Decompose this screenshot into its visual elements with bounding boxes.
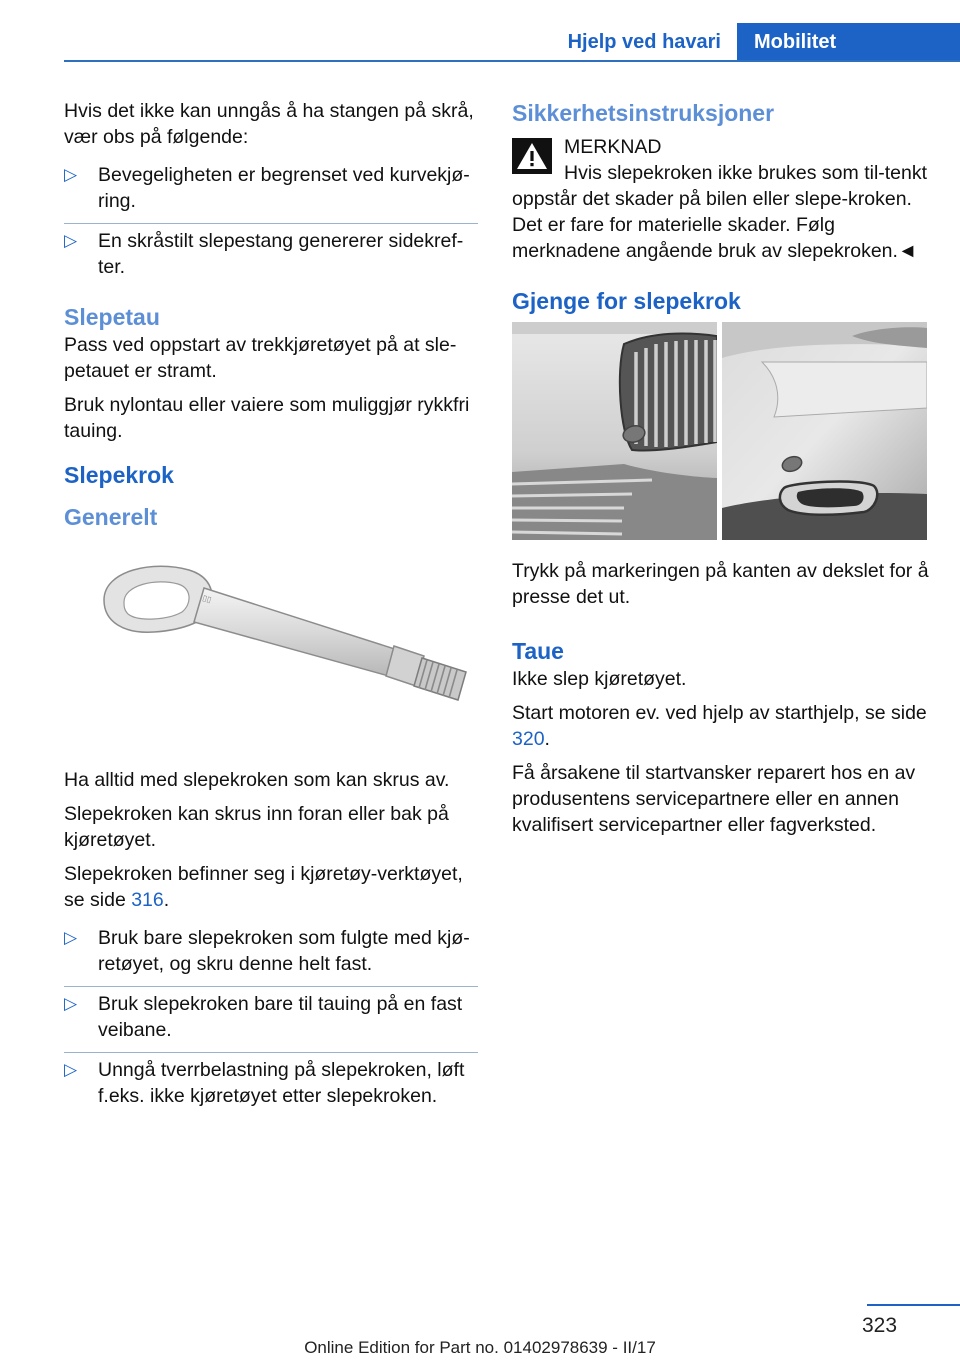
triangle-right-icon: ▷ xyxy=(64,1060,78,1079)
taue-paragraph-3: Få årsakene til startvansker reparert hos en av produsentens servicepartnere eller en annen kvalifisert servicepartner eller fagverksted. xyxy=(512,762,916,836)
bullet-list-2 xyxy=(64,921,478,1113)
list-item: ▷ En skråstilt slepestang genererer sidekref-ter. xyxy=(64,223,478,284)
header-section-tab: Hjelp ved havari xyxy=(567,31,721,53)
car-thread-cover-image xyxy=(512,322,927,540)
list-item: ▷ Bruk bare slepekroken som fulgte med kjø-retøyet, og skru denne helt fast. xyxy=(64,927,470,975)
page-link-316[interactable]: 316 xyxy=(131,889,164,911)
page-number: 323 xyxy=(862,1314,898,1337)
heading-generelt: Generelt xyxy=(64,504,158,530)
left-column xyxy=(64,98,478,1113)
slepetau-paragraph-1: Pass ved oppstart av trekkjøretøyet på at sle-petauet er stramt. xyxy=(64,334,457,382)
paragraph-alltid: Ha alltid med slepekroken som kan skrus av. xyxy=(64,769,450,791)
gjenge-paragraph: Trykk på markeringen på kanten av dekslet for å presse det ut. xyxy=(512,560,929,608)
page-link-320[interactable]: 320 xyxy=(512,728,545,750)
slepetau-paragraph-2: Bruk nylontau eller vaiere som muliggjør rykkfri tauing. xyxy=(64,394,470,442)
heading-slepekrok: Slepekrok xyxy=(64,462,174,488)
triangle-right-icon: ▷ xyxy=(64,231,78,250)
taue-paragraph-2: Start motoren ev. ved hjelp av starthjelp, se side 320. xyxy=(512,702,927,750)
footer-rule xyxy=(867,1304,960,1306)
paragraph-befinner: Slepekroken befinner seg i kjøretøy-verktøyet, se side 316. xyxy=(64,863,463,911)
heading-slepetau: Slepetau xyxy=(64,304,160,330)
note-label: MERKNAD xyxy=(564,136,662,158)
list-item: ▷ Unngå tverrbelastning på slepekroken, løft f.eks. ikke kjøretøyet etter slepekroken. xyxy=(64,1052,478,1113)
header-chapter-tab: Mobilitet xyxy=(737,23,960,61)
heading-gjenge: Gjenge for slepekrok xyxy=(512,288,741,314)
svg-text:▯▯: ▯▯ xyxy=(201,593,213,605)
note-text: Hvis slepekroken ikke brukes som til-tenkt oppstår det skader på bilen eller slepe-kroken. Det er fare for materielle skader. Følg merknadene angående bruk av slepekroken.◄ xyxy=(512,162,928,262)
header-rule xyxy=(64,60,960,62)
taue-paragraph-1: Ikke slep kjøretøyet. xyxy=(512,668,687,690)
right-column xyxy=(512,98,932,846)
warning-triangle-icon xyxy=(512,138,552,174)
tow-hook-image xyxy=(94,560,474,725)
list-item: ▷ Bruk slepekroken bare til tauing på en fast veibane. xyxy=(64,986,478,1052)
heading-safety: Sikkerhetsinstruksjoner xyxy=(512,100,775,126)
bullet-list-1 xyxy=(64,158,478,284)
intro-paragraph: Hvis det ikke kan unngås å ha stangen på skrå, vær obs på følgende: xyxy=(64,100,474,148)
triangle-right-icon: ▷ xyxy=(64,928,78,947)
list-item: ▷ Bevegeligheten er begrenset ved kurvekjø-ring. xyxy=(64,164,470,212)
paragraph-skrus: Slepekroken kan skrus inn foran eller bak på kjøretøyet. xyxy=(64,803,449,851)
triangle-right-icon: ▷ xyxy=(64,165,78,184)
triangle-right-icon: ▷ xyxy=(64,994,78,1013)
heading-taue: Taue xyxy=(512,638,564,664)
edition-footer: Online Edition for Part no. 01402978639 - II/17 xyxy=(304,1338,656,1357)
warning-note xyxy=(512,134,932,264)
